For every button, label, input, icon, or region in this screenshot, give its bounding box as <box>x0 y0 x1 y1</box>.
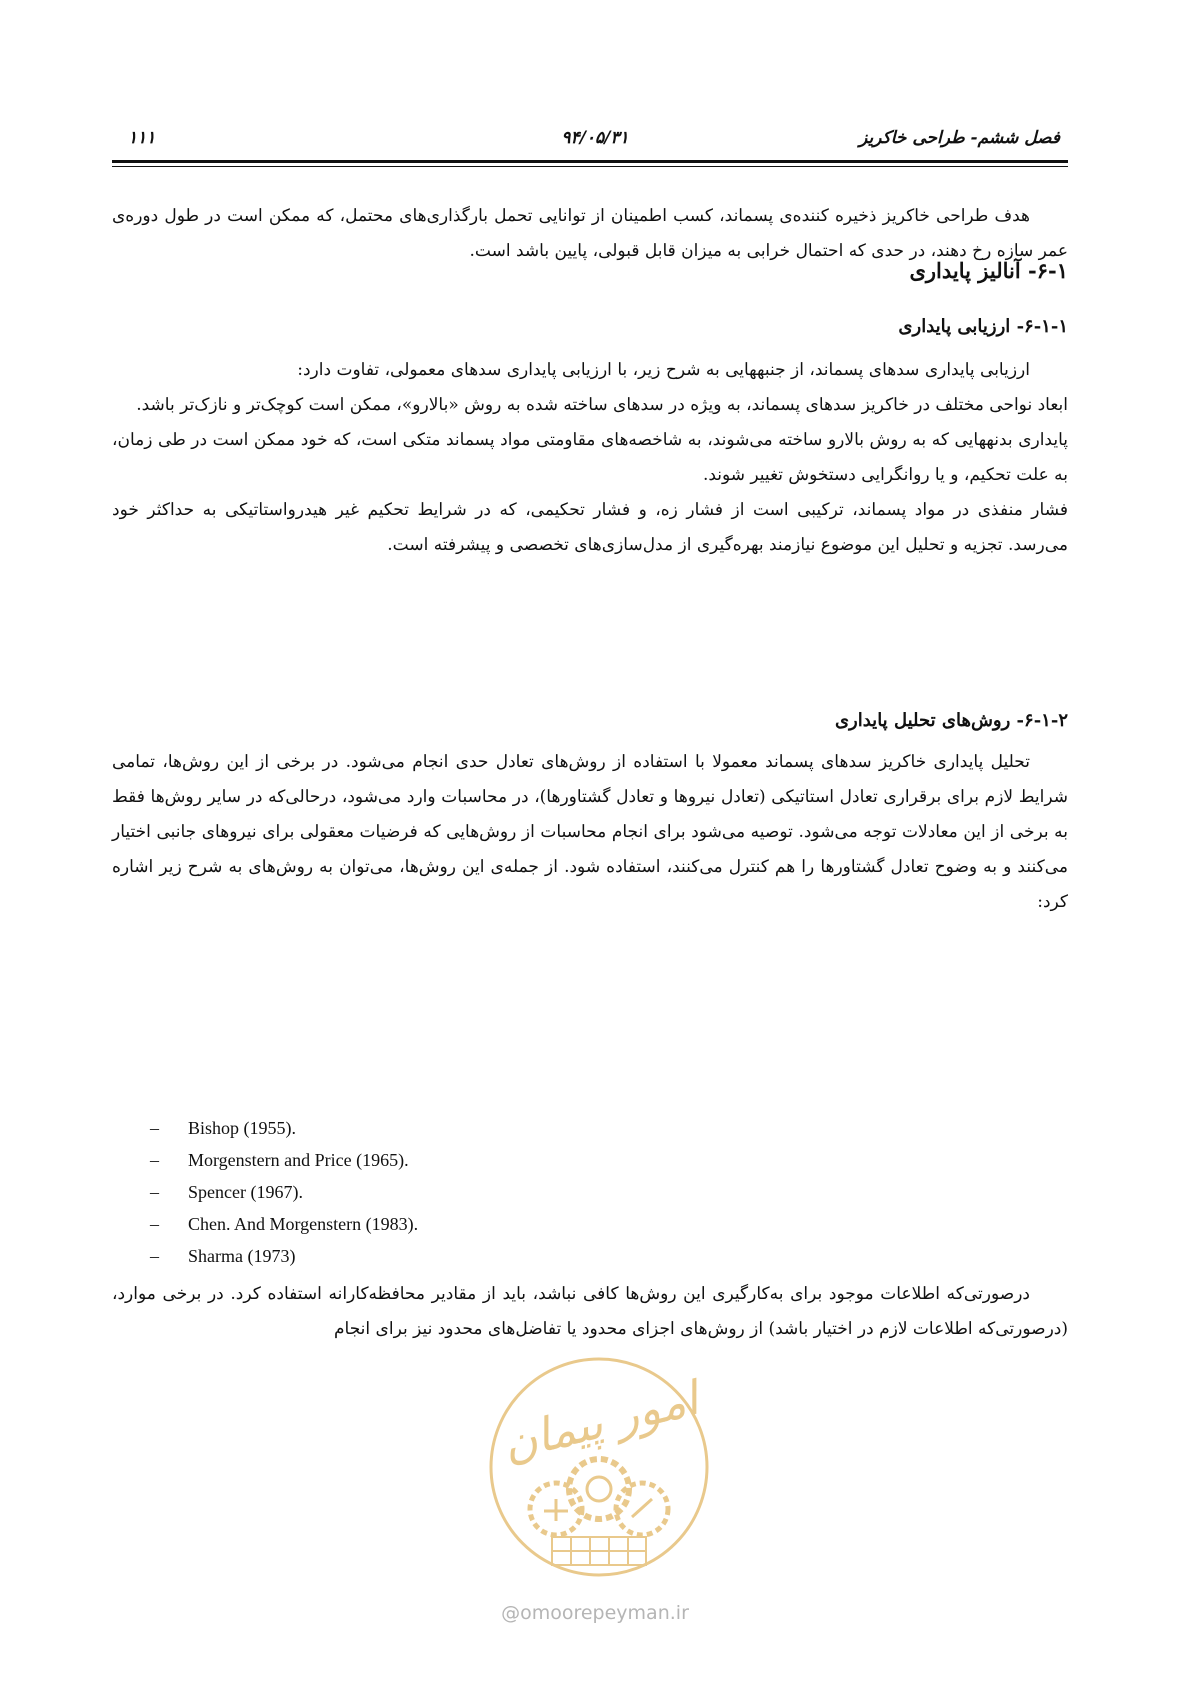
subsection-2-paragraph: تحلیل پایداری خاکریز سدهای پسماند معمولا با استفاده از روش‌های تعادل حدی انجام می‌شود. در برخی از این روش‌ها، تمامی شرایط لازم برای برقراری تعادل استاتیکی (تعادل نیروها و تعادل گشتاورها)، در محاسبات وارد می‌شود، درحالی‌که در سایر روش‌ها فقط به برخی از این معادلات توجه می‌شود. توصیه می‌شود برای انجام محاسبات از روش‌هایی که فرضیات معقولی برای نیروهای جانبی اختیار می‌کنند و به وضوح تعادل گشتاورها را هم کنترل می‌کنند، استفاده شود. از جمله‌ی این روش‌ها، می‌توان به روش‌های به شرح زیر اشاره کرد: <box>112 752 1068 912</box>
header-rule-thick <box>112 160 1068 163</box>
list-dash: – <box>150 1150 159 1170</box>
list-dash: – <box>150 1118 159 1138</box>
paragraph: ارزیابی پایداری سدهای پسماند، از جنبههایی به شرح زیر، با ارزیابی پایداری سدهای معمولی، تفاوت دارد: <box>297 360 1030 380</box>
watermark-site: @omoorepeyman.ir <box>501 1602 689 1624</box>
intro-paragraph: هدف طراحی خاکریز ذخیره کننده‌ی پسماند، کسب اطمینان از توانایی تحمل بارگذاری‌های محتمل، که ممکن است در طول دوره‌ی عمر سازه رخ دهند، در حدی که احتمال خرابی به میزان قابل قبولی، پایین باشد است. <box>112 206 1068 261</box>
chapter-title: فصل ششم- طراحی خاکریز <box>859 128 1060 148</box>
list-item <box>150 1176 418 1208</box>
list-item <box>150 1144 418 1176</box>
list-item-text: Spencer (1967). <box>188 1182 303 1202</box>
list-item <box>150 1112 418 1144</box>
subsection-1-body <box>112 353 1068 563</box>
section-heading: ۶-۱- آنالیز پایداری <box>909 258 1068 283</box>
list-dash: – <box>150 1214 159 1234</box>
list-item <box>150 1240 418 1272</box>
list-dash: – <box>150 1182 159 1202</box>
watermark-logo-icon <box>484 1349 714 1589</box>
list-item-text: Bishop (1955). <box>188 1118 296 1138</box>
header-date: ۹۴/۰۵/۳۱ <box>561 128 629 148</box>
subsection-2-heading: ۶-۱-۲- روش‌های تحلیل پایداری <box>834 710 1068 731</box>
watermark-logo-text: امور پیمان <box>496 1370 704 1472</box>
subsection-1-heading: ۶-۱-۱- ارزیابی پایداری <box>898 316 1068 337</box>
list-dash: – <box>150 1246 159 1266</box>
list-item <box>150 1208 418 1240</box>
page-number: ۱۱۱ <box>128 128 156 148</box>
paragraph: ابعاد نواحی مختلف در خاکریز سدهای پسماند، به ویژه در سدهای ساخته شده به روش «بالارو»، ممکن است کوچک‌تر و نازک‌تر باشد. <box>136 395 1068 415</box>
closing-paragraph: درصورتی‌که اطلاعات موجود برای به‌کارگیری این روش‌ها کافی نباشد، باید از مقادیر محافظه‌کارانه استفاده کرد. در برخی موارد، (درصورتی‌که اطلاعات لازم در اختیار باشد) از روش‌های اجزای محدود یا تفاضل‌های محدود نیز برای انجام <box>112 1284 1068 1339</box>
header-rule-thin <box>112 166 1068 167</box>
list-item-text: Chen. And Morgenstern (1983). <box>188 1214 419 1234</box>
methods-list <box>150 1112 418 1272</box>
list-item-text: Sharma (1973) <box>188 1246 296 1266</box>
paragraph: پایداری بدنههایی که به روش بالارو ساخته می‌شوند، به شاخصه‌های مقاومتی مواد پسماند متکی است، که خود ممکن است در طی زمان، به علت تحکیم، و یا روانگرایی دستخوش تغییر شوند. <box>112 430 1068 485</box>
paragraph: فشار منفذی در مواد پسماند، ترکیبی است از فشار زه، و فشار تحکیمی، که در شرایط تحکیم غیر هیدرواستاتیکی به حداکثر خود می‌رسد. تجزیه و تحلیل این موضوع نیازمند بهره‌گیری از مدل‌سازی‌های تخصصی و پیشرفته است. <box>112 500 1068 555</box>
list-item-text: Morgenstern and Price (1965). <box>188 1150 409 1170</box>
